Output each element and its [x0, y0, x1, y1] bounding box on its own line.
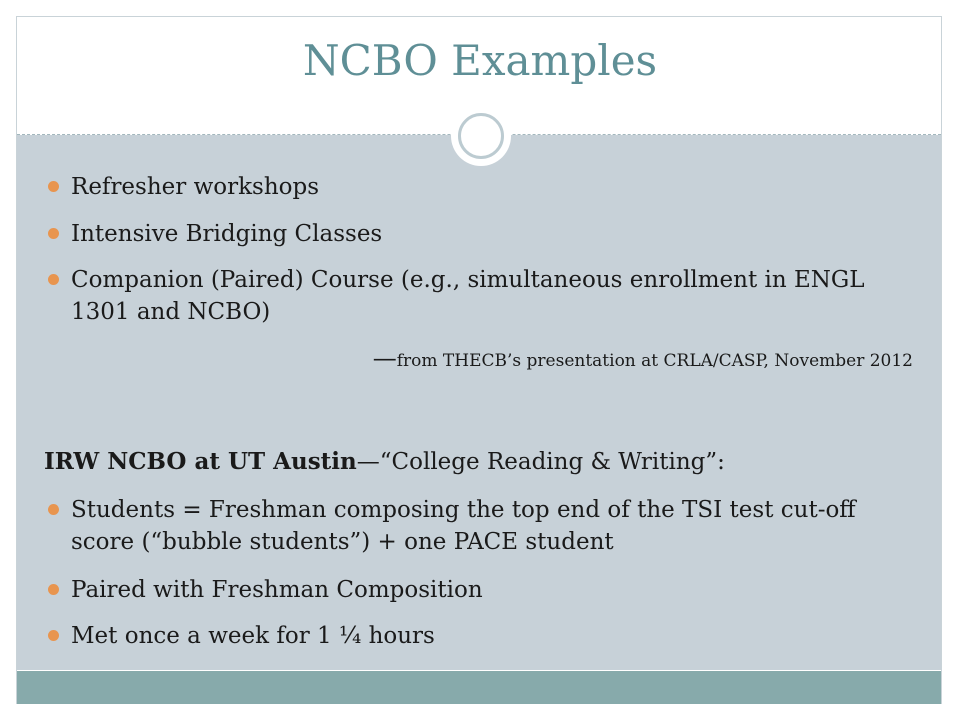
bullet-text: Students = Freshman composing the top end of the TSI test cut-off score (“bubble students”) + one PACE student [71, 497, 856, 555]
section-heading [44, 446, 924, 478]
bullet-icon [48, 274, 59, 285]
bullet-text: Paired with Freshman Composition [71, 577, 483, 603]
bullet-icon [48, 228, 59, 239]
bullet-icon [48, 181, 59, 192]
bullet-text: Companion (Paired) Course (e.g., simultaneous enrollment in ENGL 1301 and NCBO) [71, 267, 865, 325]
section-heading-rest: —“College Reading & Writing”: [356, 449, 725, 475]
bullet-icon [48, 584, 59, 595]
bullet-text: Intensive Bridging Classes [71, 221, 383, 247]
bullet-text: Met once a week for 1 ¼ hours [71, 623, 435, 649]
attribution-dash: — [372, 344, 397, 372]
attribution-text: from THECB’s presentation at CRLA/CASP, November 2012 [396, 351, 913, 371]
bullet-icon [48, 504, 59, 515]
slide-title: NCBO Examples [302, 36, 658, 85]
attribution [0, 342, 913, 377]
bullet-text: Refresher workshops [71, 174, 320, 200]
section-heading-bold: IRW NCBO at UT Austin [44, 448, 357, 475]
bullet-icon [48, 630, 59, 641]
